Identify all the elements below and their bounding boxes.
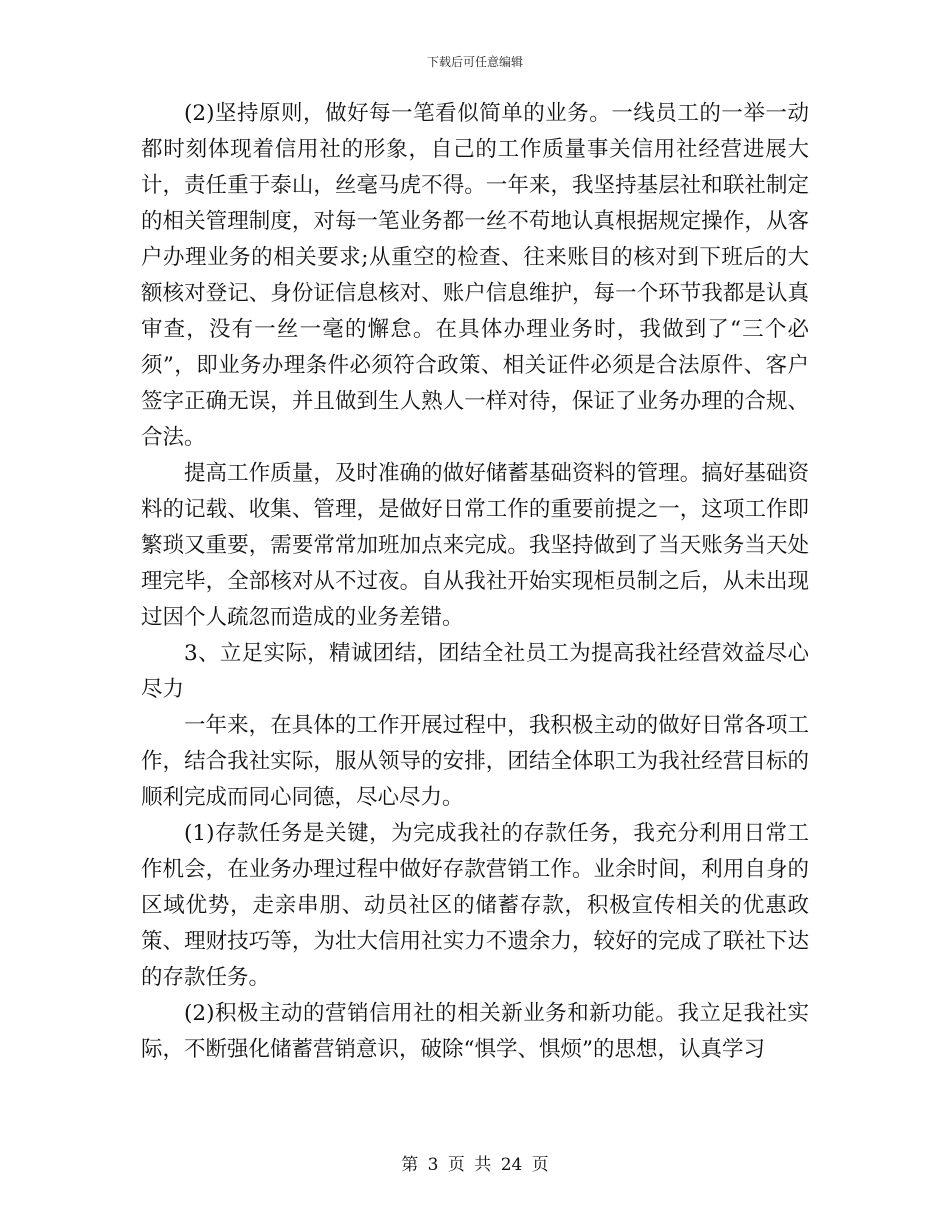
paragraph-2: 提高工作质量，及时准确的做好储蓄基础资料的管理。搞好基础资料的记载、收集、管理，是做好日常工作的重要前提之一，这项工作即繁琐又重要，需要常常加班加点来完成。我坚持做到了当天账务当天处理完毕，全部核对从不过夜。自从我社开始实现柜员制之后，从未出现过因个人疏忽而造成的业务差错。 [141, 461, 809, 630]
document-body [141, 96, 809, 1068]
paragraph-1: (2)坚持原则，做好每一笔看似简单的业务。一线员工的一举一动都时刻体现着信用社的形象，自己的工作质量事关信用社经营进展大计，责任重于泰山，丝毫马虎不得。一年来，我坚持基层社和联社制定的相关管理制度，对每一笔业务都一丝不苟地认真根据规定操作，从客户办理业务的相关要求;从重空的检查、往来账目的核对到下班后的大额核对登记、身份证信息核对、账户信息维护，每一个环节我都是认真审查，没有一丝一毫的懈怠。在具体办理业务时，我做到了“三个必须”，即业务办理条件必须符合政策、相关证件必须是合法原件、客户签字正确无误，并且做到生人熟人一样对待，保证了业务办理的合规、合法。 [141, 101, 809, 450]
paragraph-3: 3、立足实际，精诚团结，团结全社员工为提高我社经营效益尽心尽力 [141, 641, 809, 702]
paragraph-6: (2)积极主动的营销信用社的相关新业务和新功能。我立足我社实际，不断强化储蓄营销意识，破除“惧学、惧烦”的思想，认真学习 [141, 1001, 809, 1062]
paragraph-4: 一年来，在具体的工作开展过程中，我积极主动的做好日常各项工作，结合我社实际，服从领导的安排，团结全体职工为我社经营目标的顺利完成而同心同德，尽心尽力。 [141, 713, 809, 810]
page-header: 下载后可任意编辑 [426, 55, 523, 69]
paragraph-5: (1)存款任务是关键，为完成我社的存款任务，我充分利用日常工作机会，在业务办理过程中做好存款营销工作。业余时间，利用自身的区域优势，走亲串朋、动员社区的储蓄存款，积极宣传相关的优惠政策、理财技巧等，为壮大信用社实力不遗余力，较好的完成了联社下达的存款任务。 [141, 821, 809, 990]
page-footer: 第 3 页 共 24 页 [401, 1155, 549, 1175]
